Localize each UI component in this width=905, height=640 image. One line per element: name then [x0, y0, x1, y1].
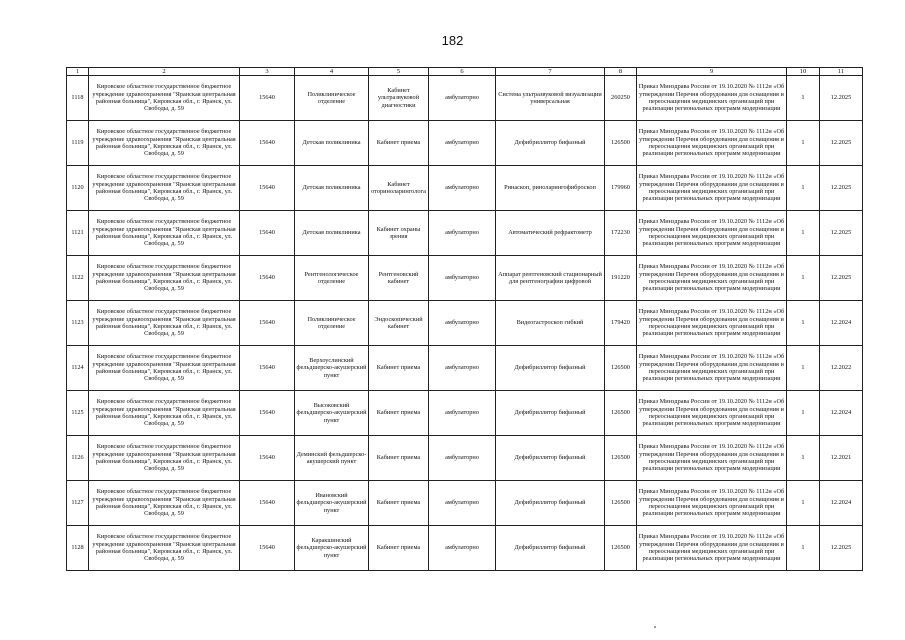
column-number: 8	[605, 68, 637, 76]
date-cell: 12.2025	[820, 211, 863, 256]
scan-artifact	[654, 626, 656, 628]
legal-basis-cell: Приказ Минздрава России от 19.10.2020 № 1112н «Об утверждении Перечня оборудования для оснащения и переоснащения медицинских организаций при реализации региональных программ модернизации	[637, 346, 787, 391]
department-cell: Высоковский фельдшерско-акушерский пункт	[295, 391, 369, 436]
price-cell: 126500	[605, 436, 637, 481]
equipment-cell: Автоматический рефрактометр	[496, 211, 605, 256]
table-row	[67, 256, 863, 301]
legal-basis-cell: Приказ Минздрава России от 19.10.2020 № 1112н «Об утверждении Перечня оборудования для оснащения и переоснащения медицинских организаций при реализации региональных программ модернизации	[637, 76, 787, 121]
date-cell: 12.2022	[820, 346, 863, 391]
table-body	[67, 68, 863, 571]
organization-cell: Кировское областное государственное бюджетное учреждение здравоохранения "Яранская центральная районная больница", Кировская обл., г. Яранск, ул. Свободы, д. 59	[89, 346, 240, 391]
date-cell: 12.2025	[820, 166, 863, 211]
date-cell: 12.2024	[820, 391, 863, 436]
table-row	[67, 121, 863, 166]
organization-cell: Кировское областное государственное бюджетное учреждение здравоохранения "Яранская центральная районная больница", Кировская обл., г. Яранск, ул. Свободы, д. 59	[89, 526, 240, 571]
price-cell: 179420	[605, 301, 637, 346]
date-cell: 12.2025	[820, 121, 863, 166]
equipment-cell: Дефибриллятор бифазный	[496, 121, 605, 166]
equipment-cell: Ринаскоп, риноларингофиброскоп	[496, 166, 605, 211]
column-number: 3	[240, 68, 295, 76]
quantity-cell: 1	[787, 166, 820, 211]
room-cell: Кабинет оториноларинголога	[369, 166, 429, 211]
code-cell: 15640	[240, 391, 295, 436]
price-cell: 191220	[605, 256, 637, 301]
care-mode-cell: амбулаторно	[429, 256, 496, 301]
page-number: 182	[441, 33, 464, 48]
row-number-cell: 1124	[67, 346, 89, 391]
organization-cell: Кировское областное государственное бюджетное учреждение здравоохранения "Яранская центральная районная больница", Кировская обл., г. Яранск, ул. Свободы, д. 59	[89, 166, 240, 211]
quantity-cell: 1	[787, 391, 820, 436]
legal-basis-cell: Приказ Минздрава России от 19.10.2020 № 1112н «Об утверждении Перечня оборудования для оснащения и переоснащения медицинских организаций при реализации региональных программ модернизации	[637, 121, 787, 166]
legal-basis-cell: Приказ Минздрава России от 19.10.2020 № 1112н «Об утверждении Перечня оборудования для оснащения и переоснащения медицинских организаций при реализации региональных программ модернизации	[637, 526, 787, 571]
price-cell: 126500	[605, 481, 637, 526]
care-mode-cell: амбулаторно	[429, 346, 496, 391]
row-number-cell: 1122	[67, 256, 89, 301]
price-cell: 179960	[605, 166, 637, 211]
code-cell: 15640	[240, 526, 295, 571]
price-cell: 260250	[605, 76, 637, 121]
room-cell: Кабинет охраны зрения	[369, 211, 429, 256]
quantity-cell: 1	[787, 76, 820, 121]
date-cell: 12.2021	[820, 436, 863, 481]
equipment-cell: Видеогастроскоп гибкий	[496, 301, 605, 346]
care-mode-cell: амбулаторно	[429, 166, 496, 211]
department-cell: Детская поликлиника	[295, 121, 369, 166]
row-number-cell: 1126	[67, 436, 89, 481]
equipment-cell: Дефибриллятор бифазный	[496, 346, 605, 391]
table-row	[67, 166, 863, 211]
table-row	[67, 211, 863, 256]
department-cell: Поликлиническое отделение	[295, 301, 369, 346]
equipment-cell: Дефибриллятор бифазный	[496, 526, 605, 571]
legal-basis-cell: Приказ Минздрава России от 19.10.2020 № 1112н «Об утверждении Перечня оборудования для оснащения и переоснащения медицинских организаций при реализации региональных программ модернизации	[637, 436, 787, 481]
legal-basis-cell: Приказ Минздрава России от 19.10.2020 № 1112н «Об утверждении Перечня оборудования для оснащения и переоснащения медицинских организаций при реализации региональных программ модернизации	[637, 166, 787, 211]
row-number-cell: 1128	[67, 526, 89, 571]
equipment-table	[66, 67, 863, 571]
column-number: 4	[295, 68, 369, 76]
organization-cell: Кировское областное государственное бюджетное учреждение здравоохранения "Яранская центральная районная больница", Кировская обл., г. Яранск, ул. Свободы, д. 59	[89, 211, 240, 256]
column-number: 11	[820, 68, 863, 76]
room-cell: Кабинет приема	[369, 436, 429, 481]
row-number-cell: 1119	[67, 121, 89, 166]
quantity-cell: 1	[787, 256, 820, 301]
code-cell: 15640	[240, 166, 295, 211]
department-cell: Ивановский фельдшерско-акушерский пункт	[295, 481, 369, 526]
table-row	[67, 346, 863, 391]
room-cell: Кабинет приема	[369, 121, 429, 166]
department-cell: Поликлиническое отделение	[295, 76, 369, 121]
date-cell: 12.2025	[820, 76, 863, 121]
care-mode-cell: амбулаторно	[429, 436, 496, 481]
quantity-cell: 1	[787, 346, 820, 391]
legal-basis-cell: Приказ Минздрава России от 19.10.2020 № 1112н «Об утверждении Перечня оборудования для оснащения и переоснащения медицинских организаций при реализации региональных программ модернизации	[637, 301, 787, 346]
equipment-cell: Система ультразвуковой визуализации универсальная	[496, 76, 605, 121]
date-cell: 12.2024	[820, 481, 863, 526]
equipment-cell: Дефибриллятор бифазный	[496, 391, 605, 436]
code-cell: 15640	[240, 346, 295, 391]
care-mode-cell: амбулаторно	[429, 211, 496, 256]
department-cell: Деминский фельдшерско-акушерский пункт	[295, 436, 369, 481]
table-row	[67, 391, 863, 436]
row-number-cell: 1121	[67, 211, 89, 256]
column-number: 2	[89, 68, 240, 76]
quantity-cell: 1	[787, 301, 820, 346]
table-row	[67, 481, 863, 526]
code-cell: 15640	[240, 256, 295, 301]
code-cell: 15640	[240, 211, 295, 256]
legal-basis-cell: Приказ Минздрава России от 19.10.2020 № 1112н «Об утверждении Перечня оборудования для оснащения и переоснащения медицинских организаций при реализации региональных программ модернизации	[637, 211, 787, 256]
table-row	[67, 301, 863, 346]
room-cell: Рентгеновский кабинет	[369, 256, 429, 301]
quantity-cell: 1	[787, 481, 820, 526]
organization-cell: Кировское областное государственное бюджетное учреждение здравоохранения "Яранская центральная районная больница", Кировская обл., г. Яранск, ул. Свободы, д. 59	[89, 256, 240, 301]
quantity-cell: 1	[787, 526, 820, 571]
column-number: 7	[496, 68, 605, 76]
code-cell: 15640	[240, 76, 295, 121]
room-cell: Кабинет приема	[369, 481, 429, 526]
room-cell: Кабинет ультразвуковой диагностики	[369, 76, 429, 121]
row-number-cell: 1127	[67, 481, 89, 526]
organization-cell: Кировское областное государственное бюджетное учреждение здравоохранения "Яранская центральная районная больница", Кировская обл., г. Яранск, ул. Свободы, д. 59	[89, 391, 240, 436]
table-row	[67, 436, 863, 481]
organization-cell: Кировское областное государственное бюджетное учреждение здравоохранения "Яранская центральная районная больница", Кировская обл., г. Яранск, ул. Свободы, д. 59	[89, 301, 240, 346]
table-row	[67, 76, 863, 121]
price-cell: 126500	[605, 121, 637, 166]
care-mode-cell: амбулаторно	[429, 121, 496, 166]
quantity-cell: 1	[787, 121, 820, 166]
care-mode-cell: амбулаторно	[429, 481, 496, 526]
column-number: 1	[67, 68, 89, 76]
price-cell: 126500	[605, 526, 637, 571]
row-number-cell: 1123	[67, 301, 89, 346]
row-number-cell: 1120	[67, 166, 89, 211]
price-cell: 172230	[605, 211, 637, 256]
care-mode-cell: амбулаторно	[429, 391, 496, 436]
row-number-cell: 1118	[67, 76, 89, 121]
table-row	[67, 526, 863, 571]
quantity-cell: 1	[787, 211, 820, 256]
code-cell: 15640	[240, 481, 295, 526]
quantity-cell: 1	[787, 436, 820, 481]
price-cell: 126500	[605, 391, 637, 436]
room-cell: Кабинет приема	[369, 526, 429, 571]
department-cell: Каракшинский фельдшерско-акушерский пункт	[295, 526, 369, 571]
department-cell: Детская поликлиника	[295, 211, 369, 256]
equipment-cell: Дефибриллятор бифазный	[496, 481, 605, 526]
room-cell: Кабинет приема	[369, 391, 429, 436]
code-cell: 15640	[240, 301, 295, 346]
date-cell: 12.2025	[820, 526, 863, 571]
column-number: 9	[637, 68, 787, 76]
care-mode-cell: амбулаторно	[429, 76, 496, 121]
organization-cell: Кировское областное государственное бюджетное учреждение здравоохранения "Яранская центральная районная больница", Кировская обл., г. Яранск, ул. Свободы, д. 59	[89, 121, 240, 166]
room-cell: Эндоскопический кабинет	[369, 301, 429, 346]
column-number: 10	[787, 68, 820, 76]
department-cell: Верхоуслинский фельдшерско-акушерский пункт	[295, 346, 369, 391]
legal-basis-cell: Приказ Минздрава России от 19.10.2020 № 1112н «Об утверждении Перечня оборудования для оснащения и переоснащения медицинских организаций при реализации региональных программ модернизации	[637, 256, 787, 301]
date-cell: 12.2024	[820, 301, 863, 346]
equipment-cell: Дефибриллятор бифазный	[496, 436, 605, 481]
organization-cell: Кировское областное государственное бюджетное учреждение здравоохранения "Яранская центральная районная больница", Кировская обл., г. Яранск, ул. Свободы, д. 59	[89, 76, 240, 121]
column-number-row	[67, 68, 863, 76]
department-cell: Детская поликлиника	[295, 166, 369, 211]
legal-basis-cell: Приказ Минздрава России от 19.10.2020 № 1112н «Об утверждении Перечня оборудования для оснащения и переоснащения медицинских организаций при реализации региональных программ модернизации	[637, 391, 787, 436]
column-number: 5	[369, 68, 429, 76]
code-cell: 15640	[240, 121, 295, 166]
date-cell: 12.2025	[820, 256, 863, 301]
room-cell: Кабинет приема	[369, 346, 429, 391]
organization-cell: Кировское областное государственное бюджетное учреждение здравоохранения "Яранская центральная районная больница", Кировская обл., г. Яранск, ул. Свободы, д. 59	[89, 436, 240, 481]
care-mode-cell: амбулаторно	[429, 526, 496, 571]
department-cell: Рентгенологическое отделение	[295, 256, 369, 301]
column-number: 6	[429, 68, 496, 76]
code-cell: 15640	[240, 436, 295, 481]
price-cell: 126500	[605, 346, 637, 391]
row-number-cell: 1125	[67, 391, 89, 436]
equipment-cell: Аппарат рентгеновский стационарный для рентгенографии цифровой	[496, 256, 605, 301]
legal-basis-cell: Приказ Минздрава России от 19.10.2020 № 1112н «Об утверждении Перечня оборудования для оснащения и переоснащения медицинских организаций при реализации региональных программ модернизации	[637, 481, 787, 526]
organization-cell: Кировское областное государственное бюджетное учреждение здравоохранения "Яранская центральная районная больница", Кировская обл., г. Яранск, ул. Свободы, д. 59	[89, 481, 240, 526]
care-mode-cell: амбулаторно	[429, 301, 496, 346]
